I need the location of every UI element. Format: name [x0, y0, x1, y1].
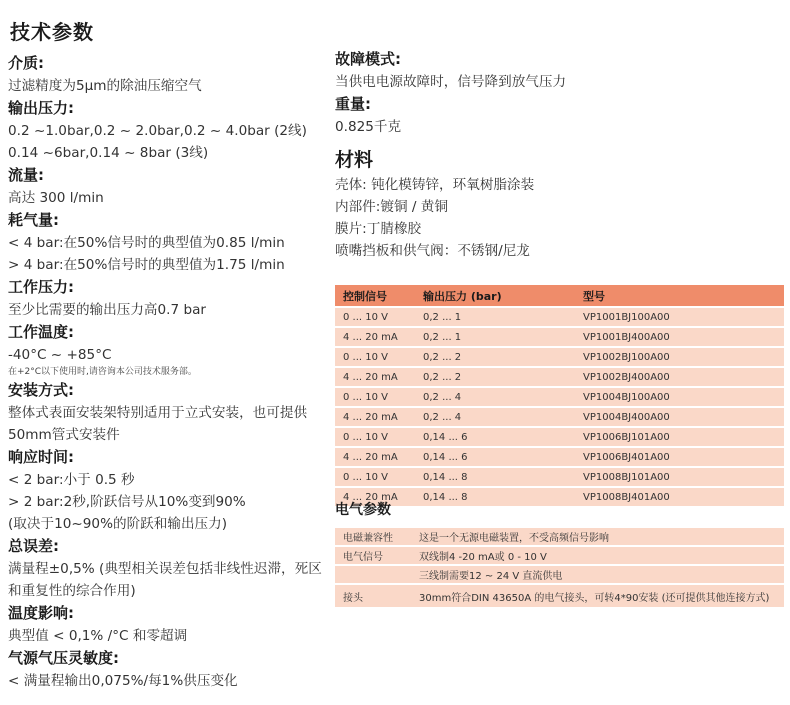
response-time-value-1: < 2 bar:小于 0.5 秒 [8, 472, 135, 488]
emc-label: 电磁兼容性 [335, 527, 411, 546]
model-table-header [335, 285, 784, 307]
cell-pressure: 0,14 ... 8 [415, 487, 575, 506]
cell-signal: 0 ... 10 V [335, 427, 415, 447]
output-pressure-heading: 输出压力: [8, 99, 74, 117]
response-time-value-3: (取决于10~90%的阶跃和输出压力) [8, 516, 228, 532]
cell-signal: 4 ... 20 mA [335, 487, 415, 506]
table-row [335, 307, 784, 327]
signal-value-2: 三线制需要12 ~ 24 V 直流供电 [411, 565, 784, 584]
total-error-heading: 总误差: [8, 537, 59, 555]
medium-value: 过滤精度为5μm的除油压缩空气 [8, 78, 202, 94]
electrical-table [335, 526, 784, 607]
table-row [335, 387, 784, 407]
table-row [335, 584, 784, 607]
mounting-value: 整体式表面安装架特别适用于立式安装，也可提供50mm管式安装件 [8, 405, 308, 443]
working-pressure-heading: 工作压力: [8, 278, 74, 296]
cell-pressure: 0,14 ... 6 [415, 447, 575, 467]
response-time-heading: 响应时间: [8, 448, 74, 466]
output-pressure-value-2: 0.14 ~6bar,0.14 ~ 8bar (3线) [8, 145, 209, 161]
connector-value: 30mm符合DIN 43650A 的电气接头，可转4*90安装 (还可提供其他连接方式) [411, 584, 784, 607]
cell-model: VP1002BJ100A00 [575, 347, 784, 367]
working-temperature-value: -40°C ~ +85°C [8, 347, 112, 363]
temperature-influence-value: 典型值 < 0,1% /°C 和零超调 [8, 628, 188, 644]
cell-pressure: 0,2 ... 4 [415, 407, 575, 427]
model-table [335, 285, 784, 506]
output-pressure-value-1: 0.2 ~1.0bar,0.2 ~ 2.0bar,0.2 ~ 4.0bar (2线) [8, 123, 307, 139]
table-row [335, 487, 784, 506]
cell-pressure: 0,14 ... 8 [415, 467, 575, 487]
cell-pressure: 0,2 ... 1 [415, 307, 575, 327]
signal-value-1: 双线制4 -20 mA或 0 - 10 V [411, 546, 784, 565]
connector-label: 接头 [335, 584, 411, 607]
table-row [335, 565, 784, 584]
cell-pressure: 0,2 ... 1 [415, 327, 575, 347]
cell-model: VP1008BJ401A00 [575, 487, 784, 506]
signal-label-blank [335, 565, 411, 584]
failure-mode-value: 当供电电源故障时，信号降到放气压力 [335, 74, 567, 90]
cell-pressure: 0,2 ... 4 [415, 387, 575, 407]
failure-mode-heading: 故障模式: [335, 50, 401, 68]
right-column [335, 48, 785, 262]
supply-sensitivity-value: < 满量程输出0,075%/每1%供压变化 [8, 673, 238, 689]
material-nozzle: 喷嘴挡板和供气阀：不锈钢/尼龙 [335, 243, 530, 259]
materials-heading: 材料 [335, 149, 374, 171]
cell-model: VP1006BJ401A00 [575, 447, 784, 467]
cell-model: VP1006BJ101A00 [575, 427, 784, 447]
flow-value: 高达 300 l/min [8, 190, 104, 206]
signal-label: 电气信号 [335, 546, 411, 565]
mounting-heading: 安装方式: [8, 381, 74, 399]
left-column [8, 18, 330, 692]
total-error-value: 满量程±0,5% (典型相关误差包括非线性迟滞，死区和重复性的综合作用) [8, 561, 322, 599]
weight-value: 0.825千克 [335, 119, 402, 135]
header-model: 型号 [575, 285, 784, 307]
page-title: 技术参数 [10, 20, 94, 44]
cell-pressure: 0,2 ... 2 [415, 347, 575, 367]
material-internals: 内部件:镀铜 / 黄铜 [335, 199, 448, 215]
header-control-signal: 控制信号 [335, 285, 415, 307]
cell-pressure: 0,14 ... 6 [415, 427, 575, 447]
table-row [335, 447, 784, 467]
table-row [335, 327, 784, 347]
cell-signal: 4 ... 20 mA [335, 447, 415, 467]
flow-heading: 流量: [8, 166, 44, 184]
emc-value: 这是一个无源电磁装置，不受高频信号影响 [411, 527, 784, 546]
table-row [335, 527, 784, 546]
response-time-value-2: > 2 bar:2秒,阶跃信号从10%变到90% [8, 494, 246, 510]
cell-signal: 4 ... 20 mA [335, 367, 415, 387]
cell-signal: 0 ... 10 V [335, 307, 415, 327]
table-row [335, 546, 784, 565]
air-consumption-value-2: > 4 bar:在50%信号时的典型值为1.75 l/min [8, 257, 285, 273]
air-consumption-value-1: < 4 bar:在50%信号时的典型值为0.85 l/min [8, 235, 285, 251]
electrical-heading: 电气参数 [335, 502, 391, 518]
header-output-pressure: 输出压力 (bar) [415, 285, 575, 307]
cell-model: VP1001BJ400A00 [575, 327, 784, 347]
working-temperature-heading: 工作温度: [8, 323, 74, 341]
cell-signal: 4 ... 20 mA [335, 327, 415, 347]
cell-signal: 4 ... 20 mA [335, 407, 415, 427]
cell-model: VP1002BJ400A00 [575, 367, 784, 387]
cell-pressure: 0,2 ... 2 [415, 367, 575, 387]
material-diaphragm: 膜片:丁腈橡胶 [335, 221, 422, 237]
temperature-influence-heading: 温度影响: [8, 604, 74, 622]
cell-model: VP1004BJ400A00 [575, 407, 784, 427]
table-row [335, 347, 784, 367]
air-consumption-heading: 耗气量: [8, 211, 59, 229]
cell-model: VP1001BJ100A00 [575, 307, 784, 327]
material-housing: 壳体: 钝化模铸锌，环氧树脂涂装 [335, 177, 535, 193]
table-row [335, 427, 784, 447]
working-pressure-value: 至少比需要的输出压力高0.7 bar [8, 302, 207, 318]
weight-heading: 重量: [335, 95, 371, 113]
table-row [335, 467, 784, 487]
cell-signal: 0 ... 10 V [335, 467, 415, 487]
table-row [335, 367, 784, 387]
cell-signal: 0 ... 10 V [335, 347, 415, 367]
temperature-note: 在+2°C以下使用时,请咨询本公司技术服务部。 [8, 367, 197, 377]
medium-heading: 介质: [8, 54, 44, 72]
cell-signal: 0 ... 10 V [335, 387, 415, 407]
cell-model: VP1008BJ101A00 [575, 467, 784, 487]
cell-model: VP1004BJ100A00 [575, 387, 784, 407]
supply-sensitivity-heading: 气源气压灵敏度: [8, 649, 119, 667]
table-row [335, 407, 784, 427]
